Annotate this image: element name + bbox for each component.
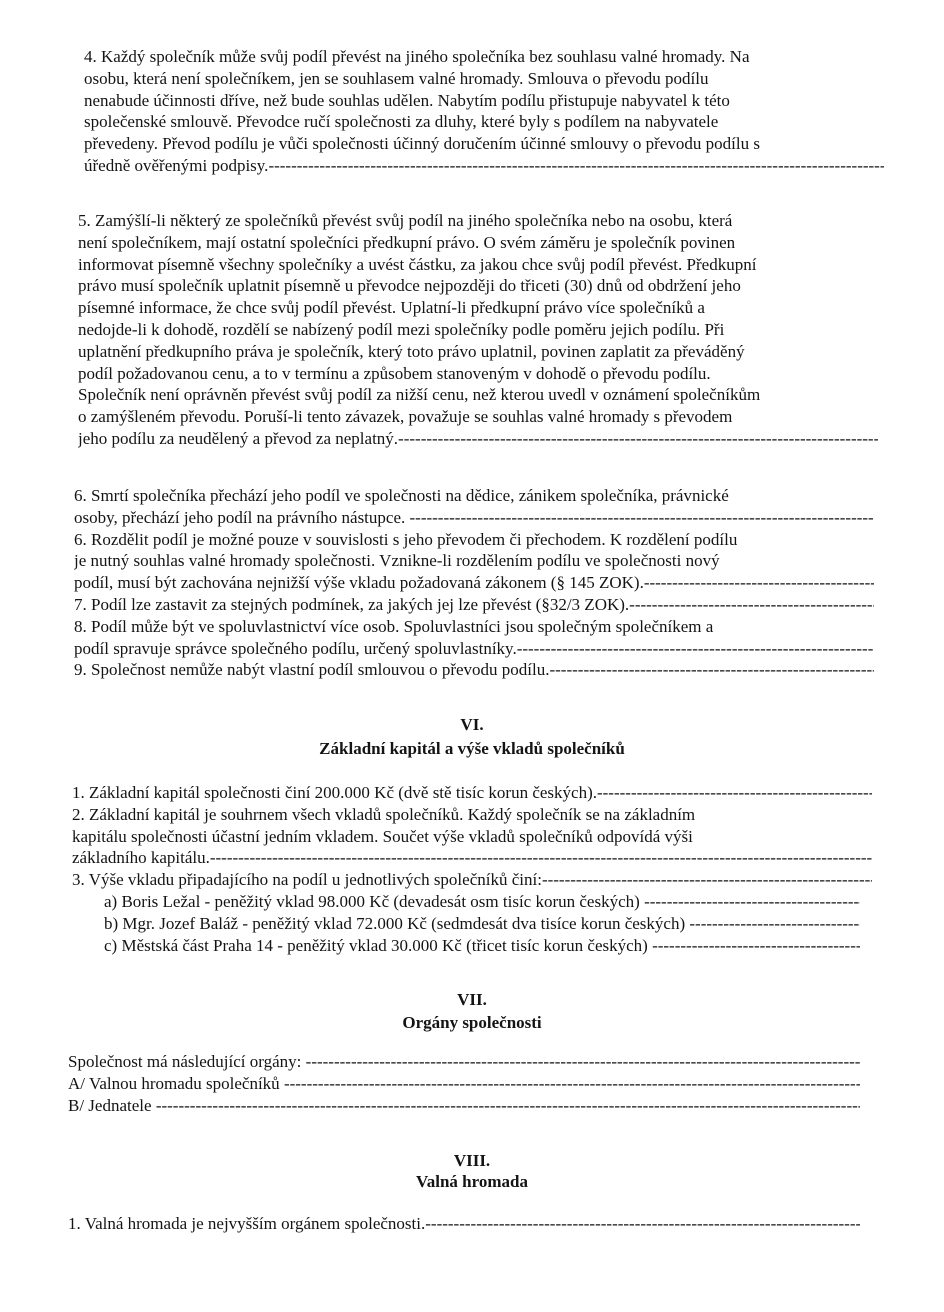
text-line: 1. Valná hromada je nejvyšším orgánem společnosti. ----- xyxy=(68,1213,860,1235)
text-line: o zamýšleném převodu. Poruší-li tento závazek, považuje se souhlas valné hromady s převodem xyxy=(78,407,733,427)
text-line: 3. Výše vkladu připadajícího na podíl u jednotlivých společníků činí: ----- xyxy=(72,869,872,891)
section-number: VIII. xyxy=(453,1151,491,1170)
text-line: je nutný souhlas valné hromady společnosti. Vznikne-li rozdělením podílu ve společnosti nový xyxy=(74,551,720,571)
list-item: b) Mgr. Jozef Baláž - peněžitý vklad 72.000 Kč (sedmdesát dva tisíce korun českých) ----- xyxy=(104,913,860,935)
text-line: 9. Společnost nemůže nabýt vlastní podíl smlouvou o převodu podílu. ----- xyxy=(74,659,874,681)
text-line: 6. Rozdělit podíl je možné pouze v souvislosti s jeho převodem či přechodem. K rozdělení podílu xyxy=(74,529,738,549)
text-line: není společníkem, mají ostatní společníci předkupní právo. O svém záměru je společník povinen xyxy=(78,232,736,252)
contribution-list xyxy=(104,891,860,956)
text-line: kapitálu společnosti účastní jedním vkladem. Součet výše vkladů společníků odpovídá výši xyxy=(72,826,693,846)
text-line: informovat písemně všechny společníky a uvést částku, za jakou chce svůj podíl převést. Předkupní xyxy=(78,254,757,274)
text-line: nedojde-li k dohodě, rozdělí se nabízený podíl mezi společníky podle poměru jejich podílu. Při xyxy=(78,319,725,339)
text-line: uplatnění předkupního práva je společník, který toto právo uplatnil, povinen zaplatit za převáděný xyxy=(78,341,745,361)
clause-5 xyxy=(78,210,878,450)
text-line: převedeny. Převod podílu je vůči společnosti účinný doručením účinné smlouvy o převodu podílu s xyxy=(84,134,760,154)
text-line: Společnost má následující orgány: ----- xyxy=(68,1051,860,1073)
text-line: osobu, která není společníkem, jen se souhlasem valné hromady. Smlouva o převodu podílu xyxy=(84,68,709,88)
text-line: nenabude účinnosti dříve, než bude souhlas udělen. Nabytím podílu přistupuje nabyvatel k této xyxy=(84,90,730,110)
text-line: 8. Podíl může být ve spoluvlastnictví více osob. Spoluvlastníci jsou společným společníkem a xyxy=(74,616,714,636)
section-number: VII. xyxy=(457,990,487,1009)
text-line: písemné informace, že chce svůj podíl převést. Uplatní-li předkupní právo více společníků a xyxy=(78,298,705,318)
section-title: Základní kapitál a výše vkladů společníků xyxy=(319,739,625,758)
text-line: A/ Valnou hromadu společníků ----- xyxy=(68,1073,860,1095)
text-line: úředně ověřenými podpisy. ----- xyxy=(84,155,884,177)
text-line: podíl požadovanou cenu, a to v termínu a způsobem stanoveným v dohodě o převodu podílu. xyxy=(78,363,711,383)
section-number: VI. xyxy=(460,715,484,734)
text-line: B/ Jednatele ----- xyxy=(68,1095,860,1117)
section-vii-body xyxy=(68,1051,860,1116)
text-line: společenské smlouvě. Převodce ručí společnosti za dluhy, které byly s podílem na nabyvatele xyxy=(84,112,719,132)
text-line: základního kapitálu. ----- xyxy=(72,847,872,869)
section-title: Orgány společnosti xyxy=(402,1013,542,1032)
text-line: 4. Každý společník může svůj podíl převést na jiného společníka bez souhlasu valné hromady. Na xyxy=(84,47,750,66)
text-line: podíl, musí být zachována nejnižší výše vkladu požadovaná zákonem (§ 145 ZOK). ----- xyxy=(74,572,874,594)
section-viii-body xyxy=(68,1213,860,1235)
text-line: 6. Smrtí společníka přechází jeho podíl ve společnosti na dědice, zánikem společníka, právnické xyxy=(74,486,729,505)
clause-4 xyxy=(84,46,884,177)
list-item: a) Boris Ležal - peněžitý vklad 98.000 Kč (devadesát osm tisíc korun českých) ----- xyxy=(104,891,860,913)
text-line: osoby, přechází jeho podíl na právního nástupce. ----- xyxy=(74,507,874,529)
list-item: c) Městská část Praha 14 - peněžitý vklad 30.000 Kč (třicet tisíc korun českých) ----- xyxy=(104,935,860,957)
clauses-6-9 xyxy=(74,485,874,681)
section-vi-body xyxy=(72,782,872,891)
text-line: právo musí společník uplatnit písemně u převodce nejpozději do třiceti (30) dnů od obdržení jeho xyxy=(78,276,741,296)
text-line: 1. Základní kapitál společnosti činí 200.000 Kč (dvě stě tisíc korun českých). ----- xyxy=(72,782,872,804)
text-line: 5. Zamýšlí-li některý ze společníků převést svůj podíl na jiného společníka nebo na osobu, která xyxy=(78,211,733,230)
section-title: Valná hromada xyxy=(416,1172,528,1191)
text-line: 2. Základní kapitál je souhrnem všech vkladů společníků. Každý společník se na základním xyxy=(72,804,696,824)
text-line: podíl spravuje správce společného podílu, určený spoluvlastníky. ----- xyxy=(74,638,874,660)
text-line: 7. Podíl lze zastavit za stejných podmínek, za jakých jej lze převést (§32/3 ZOK). ----- xyxy=(74,594,874,616)
text-line: Společník není oprávněn převést svůj podíl za nižší cenu, než kterou uvedl v oznámení společníkům xyxy=(78,385,761,405)
text-line: jeho podílu za neudělený a převod za neplatný. ----- xyxy=(78,428,878,450)
